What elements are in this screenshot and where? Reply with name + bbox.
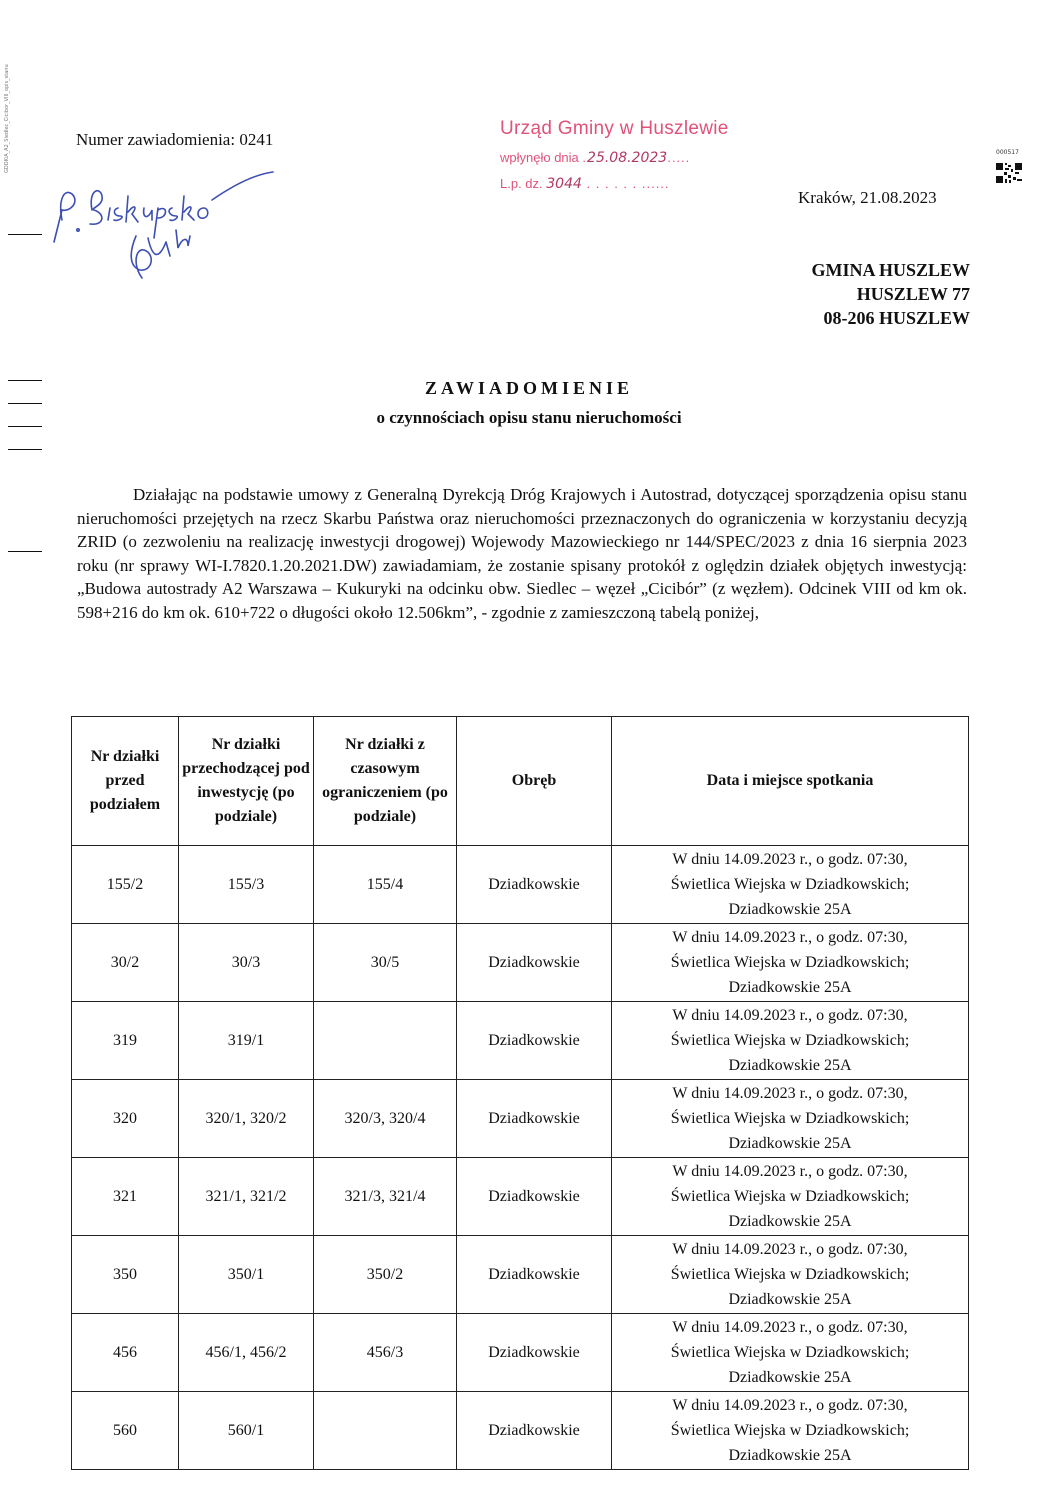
scan-side-code: GDDKiA_A2_Siedlec_Cicibor_VIII_opis_stanu [4,64,10,173]
cell-meeting [612,1392,969,1470]
meeting-line: W dniu 14.09.2023 r., o godz. 07:30, [672,1241,908,1258]
cell-area: Dziadkowskie [457,1392,612,1470]
document-subtitle: o czynnościach opisu stanu nieruchomości [376,408,682,427]
stamp-received-line: wpłynęło dnia .25.08.2023..... [500,150,691,166]
stamp-number-label: L.p. dz. [500,176,543,191]
meeting-line: Dziadkowskie 25A [728,1057,852,1074]
meeting-line: Dziadkowskie 25A [728,901,852,918]
table-row [72,1002,969,1080]
stamp-number-value: 3044 [546,176,582,192]
meeting-line: W dniu 14.09.2023 r., o godz. 07:30, [672,1319,908,1336]
margin-mark [8,551,42,552]
margin-mark [8,234,42,235]
table-header-row [72,717,969,846]
stamp-number-line: L.p. dz. 3044 . . . . . . ...... [500,176,670,192]
meeting-line: Świetlica Wiejska w Dziadkowskich; [670,1032,910,1049]
parcels-table [71,716,969,1470]
meeting-line: Dziadkowskie 25A [728,1291,852,1308]
table-row [72,924,969,1002]
recipient-line: GMINA HUSZLEW [811,260,970,280]
cell-invest: 320/1, 320/2 [179,1080,314,1158]
cell-before: 320 [72,1080,179,1158]
cell-temp [314,1002,457,1080]
cell-before: 30/2 [72,924,179,1002]
margin-mark [8,449,42,450]
body-text: Działając na podstawie umowy z Generalną Dyrekcją Dróg Krajowych i Autostrad, dotyczącej sporządzenia opisu stanu nieruchomości przejętych na rzecz Skarbu Państwa oraz nieruchomości przeznaczonych do ograniczenia w korzystaniu decyzją ZRID (o zezwoleniu na realizację inwestycji drogowej) Wojewody Mazowieckiego nr 144/SPEC/2023 z dnia 16 sierpnia 2023 roku (nr sprawy WI-I.7820.1.20.2021.DW) zawiadamiam, że zostanie spisany protokół z oględzin działek objętych inwestycją: „Budowa autostrady A2 Warszawa – Kukuryki na odcinku obw. Siedlec – węzeł „Cicibór” (z węzłem). Odcinek VIII od km ok. 598+216 do km ok. 610+722 o długości około 12.506km”, - zgodnie z zamieszczoną tabelą poniżej, [77,485,967,622]
meeting-line: W dniu 14.09.2023 r., o godz. 07:30, [672,1397,908,1414]
cell-meeting [612,1236,969,1314]
stamp-title: Urząd Gminy w Huszlewie [500,118,729,139]
meeting-line: Dziadkowskie 25A [728,1369,852,1386]
cell-invest: 456/1, 456/2 [179,1314,314,1392]
cell-meeting [612,1080,969,1158]
cell-before: 155/2 [72,846,179,924]
cell-before: 319 [72,1002,179,1080]
handwritten-signature [48,160,288,290]
notice-number: Numer zawiadomienia: 0241 [76,130,274,149]
recipient-line: 08-206 HUSZLEW [823,308,970,328]
cell-invest: 321/1, 321/2 [179,1158,314,1236]
cell-area: Dziadkowskie [457,1080,612,1158]
meeting-line: Świetlica Wiejska w Dziadkowskich; [670,954,910,971]
cell-invest: 30/3 [179,924,314,1002]
column-header: Nr działki przed podziałem [72,717,179,846]
table-row [72,1080,969,1158]
cell-invest: 155/3 [179,846,314,924]
cell-area: Dziadkowskie [457,924,612,1002]
cell-temp: 456/3 [314,1314,457,1392]
table-row [72,846,969,924]
stamp-received-value: 25.08.2023 [587,150,668,166]
incoming-stamp [500,118,750,192]
cell-area: Dziadkowskie [457,1314,612,1392]
cell-meeting [612,1002,969,1080]
cell-invest: 319/1 [179,1002,314,1080]
letter-date: Kraków, 21.08.2023 [798,188,937,207]
meeting-line: Świetlica Wiejska w Dziadkowskich; [670,1344,910,1361]
body-paragraph [77,483,967,624]
cell-area: Dziadkowskie [457,1158,612,1236]
column-header: Obręb [457,717,612,846]
meeting-line: W dniu 14.09.2023 r., o godz. 07:30, [672,929,908,946]
cell-before: 321 [72,1158,179,1236]
cell-meeting [612,1314,969,1392]
cell-meeting [612,924,969,1002]
recipient-line: HUSZLEW 77 [856,284,970,304]
cell-temp: 155/4 [314,846,457,924]
table-row [72,1314,969,1392]
column-header: Nr działki przechodzącej pod inwestycję (po podziale) [179,717,314,846]
cell-temp: 30/5 [314,924,457,1002]
cell-meeting [612,1158,969,1236]
meeting-line: Dziadkowskie 25A [728,1447,852,1464]
meeting-line: Świetlica Wiejska w Dziadkowskich; [670,1422,910,1439]
meeting-line: Świetlica Wiejska w Dziadkowskich; [670,1266,910,1283]
meeting-line: Dziadkowskie 25A [728,1135,852,1152]
meeting-line: Świetlica Wiejska w Dziadkowskich; [670,876,910,893]
cell-invest: 560/1 [179,1392,314,1470]
qr-code-icon [996,153,1022,187]
cell-before: 560 [72,1392,179,1470]
cell-area: Dziadkowskie [457,846,612,924]
margin-mark [8,403,42,404]
meeting-line: Świetlica Wiejska w Dziadkowskich; [670,1110,910,1127]
cell-temp: 321/3, 321/4 [314,1158,457,1236]
meeting-line: W dniu 14.09.2023 r., o godz. 07:30, [672,1085,908,1102]
table-row [72,1158,969,1236]
stamp-received-label: wpłynęło dnia [500,150,579,165]
table-row [72,1392,969,1470]
recipient-address [811,258,970,330]
qr-code-number: 000517 [996,149,1019,156]
cell-temp [314,1392,457,1470]
cell-before: 456 [72,1314,179,1392]
cell-meeting [612,846,969,924]
meeting-line: Świetlica Wiejska w Dziadkowskich; [670,1188,910,1205]
cell-before: 350 [72,1236,179,1314]
cell-area: Dziadkowskie [457,1002,612,1080]
meeting-line: W dniu 14.09.2023 r., o godz. 07:30, [672,1007,908,1024]
document-title: ZAWIADOMIENIE [424,378,634,398]
meeting-line: W dniu 14.09.2023 r., o godz. 07:30, [672,1163,908,1180]
table-row [72,1236,969,1314]
cell-area: Dziadkowskie [457,1236,612,1314]
cell-invest: 350/1 [179,1236,314,1314]
cell-temp: 350/2 [314,1236,457,1314]
column-header: Nr działki z czasowym ograniczeniem (po podziale) [314,717,457,846]
meeting-line: Dziadkowskie 25A [728,979,852,996]
meeting-line: Dziadkowskie 25A [728,1213,852,1230]
column-header: Data i miejsce spotkania [612,717,969,846]
meeting-line: W dniu 14.09.2023 r., o godz. 07:30, [672,851,908,868]
cell-temp: 320/3, 320/4 [314,1080,457,1158]
